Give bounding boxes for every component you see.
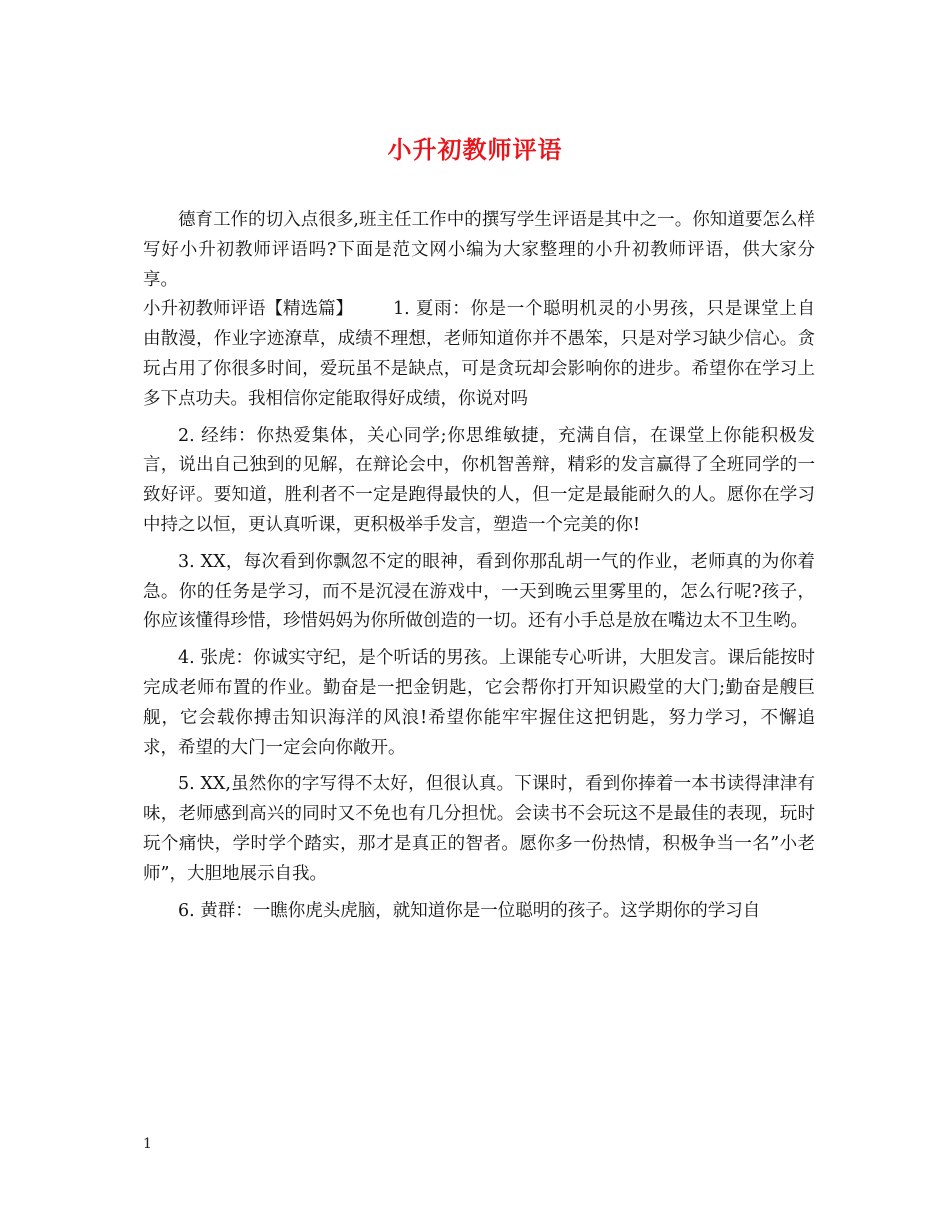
entry-paragraph-3: 3. XX，每次看到你飘忽不定的眼神，看到你那乱胡一气的作业，老师真的为你着急。你的任务是学习，而不是沉浸在游戏中，一天到晚云里雾里的，怎么行呢?孩子，你应该懂得珍惜，珍惜妈妈为你所做创造的一切。还有小手总是放在嘴边太不卫生哟。 (143, 551, 815, 632)
section-heading: 小升初教师评语【精选篇】 (143, 299, 353, 320)
entry-text-1: 1. 夏雨：你是一个聪明机灵的小男孩，只是课堂上自由散漫，作业字迹潦草，成绩不理想，老师知道你并不愚笨，只是对学习缺少信心。贪玩占用了你很多时间，爱玩虽不是缺点，可是贪玩却会影响你的进步。希望你在学习上多下点功夫。我相信你定能取得好成绩，你说对吗 (143, 299, 815, 409)
entry-paragraph-6: 6. 黄群：一瞧你虎头虎脑，就知道你是一位聪明的孩子。这学期你的学习自 (178, 900, 761, 921)
entry-paragraph-5: 5. XX,虽然你的字写得不太好，但很认真。下课时，看到你捧着一本书读得津津有味，老师感到高兴的同时又不免也有几分担忧。会读书不会玩这不是最佳的表现，玩时玩个痛快，学时学个踏实，那才是真正的智者。愿你多一份热情，积极争当一名”小老师”，大胆地展示自我。 (143, 774, 815, 884)
page-number: 1 (143, 1136, 152, 1152)
entry-paragraph-1 (143, 295, 815, 414)
entry-paragraph-4: 4. 张虎：你诚实守纪，是个听话的男孩。上课能专心听讲，大胆发言。课后能按时完成老师布置的作业。勤奋是一把金钥匙，它会帮你打开知识殿堂的大门;勤奋是艘巨舰，它会载你搏击知识海洋的风浪!希望你能牢牢握住这把钥匙，努力学习，不懈追求，希望的大门一定会向你敞开。 (143, 648, 815, 758)
document-title: 小升初教师评语 (387, 135, 563, 164)
intro-paragraph: 德育工作的切入点很多,班主任工作中的撰写学生评语是其中之一。你知道要怎么样写好小升初教师评语吗?下面是范文网小编为大家整理的小升初教师评语，供大家分享。 (143, 210, 815, 290)
entry-paragraph-2: 2. 经纬：你热爱集体，关心同学;你思维敏捷，充满自信，在课堂上你能积极发言，说出自己独到的见解，在辩论会中，你机智善辩，精彩的发言赢得了全班同学的一致好评。要知道，胜利者不一定是跑得最快的人，但一定是最能耐久的人。愿你在学习中持之以恒，更认真听课，更积极举手发言，塑造一个完美的你! (143, 425, 815, 535)
document-body (143, 206, 815, 926)
